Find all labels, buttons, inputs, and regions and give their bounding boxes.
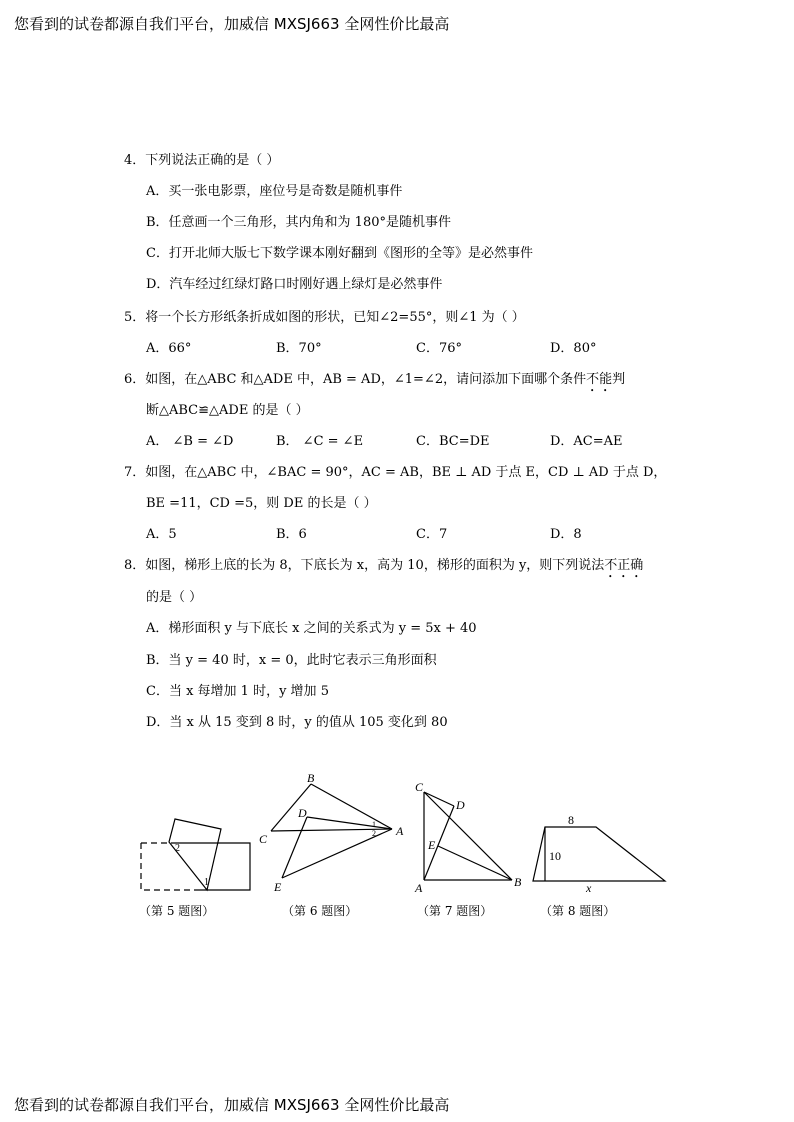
fig6-label-2: 2 bbox=[372, 829, 376, 838]
fig5-label-2: 2 bbox=[175, 843, 180, 854]
fig8-label-top: 8 bbox=[568, 813, 574, 827]
q8-stem-text: 8．如图，梯形上底的长为 8，下底长为 x，高为 10，梯形的面积为 y，则下列说法 bbox=[124, 558, 605, 573]
fig7-label-e: E bbox=[428, 838, 436, 852]
q5-option-a: A．66° bbox=[146, 341, 192, 356]
q7-option-d: D．8 bbox=[550, 527, 582, 542]
fig7-label-b: B bbox=[514, 875, 522, 889]
q4-option-a: A．买一张电影票，座位号是奇数是随机事件 bbox=[146, 184, 403, 199]
fig7-label-c: C bbox=[415, 780, 424, 794]
q8-option-b: B．当 y = 40 时，x = 0，此时它表示三角形面积 bbox=[146, 653, 437, 668]
q6-option-a: A． ∠B = ∠D bbox=[146, 434, 234, 449]
q5-stem: 5．将一个长方形纸条折成如图的形状，已知∠2=55°，则∠1 为（ ） bbox=[124, 310, 525, 325]
q5-option-d: D．80° bbox=[550, 341, 597, 356]
fig7-caption: （第 7 题图） bbox=[417, 904, 493, 918]
fig6-label-c: C bbox=[259, 832, 268, 846]
fig8-label-bottom: x bbox=[586, 881, 592, 895]
fig8-label-height: 10 bbox=[549, 849, 561, 863]
q8-stem-line2: 的是（ ） bbox=[146, 590, 203, 605]
fig8-caption: （第 8 题图） bbox=[540, 904, 616, 918]
q6-stem-text: 6．如图，在△ABC 和△ADE 中，AB = AD，∠1=∠2，请问添加下面哪个条件 bbox=[124, 372, 587, 387]
q7-option-c: C．7 bbox=[416, 527, 448, 542]
top-banner: 您看到的试卷都源自我们平台，加威信 MXSJ663 全网性价比最高 bbox=[14, 15, 450, 33]
q8-option-d: D．当 x 从 15 变到 8 时，y 的值从 105 变化到 80 bbox=[146, 715, 448, 730]
q7-option-b: B．6 bbox=[276, 527, 307, 542]
q7-stem: 7．如图，在△ABC 中，∠BAC = 90°，AC = AB，BE ⊥ AD 于点 E，CD ⊥ AD 于点 D， bbox=[124, 465, 667, 480]
figure-7 bbox=[414, 780, 522, 895]
q5-option-c: C．76° bbox=[416, 341, 462, 356]
q6-emphasis: 不能 bbox=[586, 372, 613, 387]
q6-option-d: D．AC=AE bbox=[550, 434, 623, 449]
q5-option-b: B．70° bbox=[276, 341, 322, 356]
q6-stem-end: 判 bbox=[612, 372, 626, 387]
fig6-label-1: 1 bbox=[372, 820, 376, 829]
figure-6 bbox=[259, 771, 404, 894]
figure-8 bbox=[533, 813, 665, 895]
q8-stem bbox=[124, 558, 643, 581]
q6-stem-line2: 断△ABC≌△ADE 的是（ ） bbox=[146, 403, 309, 418]
fig5-label-1: 1 bbox=[204, 877, 209, 888]
q8-option-c: C．当 x 每增加 1 时，y 增加 5 bbox=[146, 684, 329, 699]
bottom-banner: 您看到的试卷都源自我们平台，加威信 MXSJ663 全网性价比最高 bbox=[14, 1096, 450, 1114]
q7-option-a: A．5 bbox=[146, 527, 177, 542]
q7-stem-line2: BE =11，CD =5，则 DE 的长是（ ） bbox=[146, 496, 377, 511]
q8-option-a: A．梯形面积 y 与下底长 x 之间的关系式为 y = 5x + 40 bbox=[146, 621, 477, 636]
q4-option-c: C．打开北师大版七下数学课本刚好翻到《图形的全等》是必然事件 bbox=[146, 246, 533, 261]
fig7-label-d: D bbox=[456, 798, 465, 812]
fig6-caption: （第 6 题图） bbox=[282, 904, 358, 918]
q6-stem bbox=[124, 372, 625, 395]
fig5-caption: （第 5 题图） bbox=[139, 904, 215, 918]
fig6-label-a: A bbox=[396, 824, 404, 838]
q4-stem: 4．下列说法正确的是（ ） bbox=[124, 153, 280, 168]
fig6-label-d: D bbox=[298, 806, 307, 820]
q6-option-b: B． ∠C = ∠E bbox=[276, 434, 364, 449]
fig6-label-b: B bbox=[307, 771, 315, 785]
fig6-label-e: E bbox=[274, 880, 282, 894]
figure-5 bbox=[141, 819, 250, 890]
q6-option-c: C．BC=DE bbox=[416, 434, 490, 449]
q4-option-d: D．汽车经过红绿灯路口时刚好遇上绿灯是必然事件 bbox=[146, 277, 443, 292]
fig7-label-a: A bbox=[415, 881, 423, 895]
q4-option-b: B．任意画一个三角形，其内角和为 180°是随机事件 bbox=[146, 215, 451, 230]
q8-emphasis: 不正确 bbox=[604, 558, 644, 573]
